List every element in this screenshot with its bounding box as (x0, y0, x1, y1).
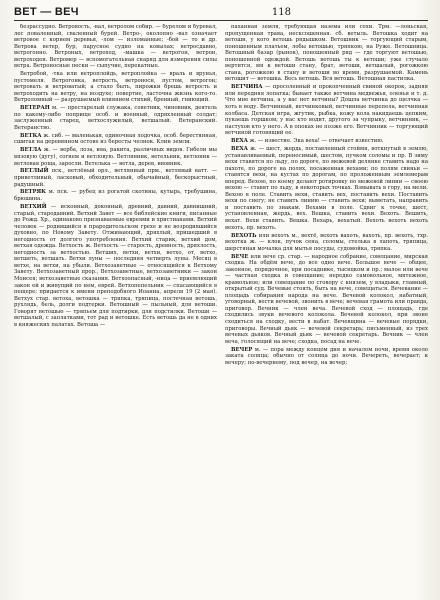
dictionary-entry (225, 233, 428, 253)
entry-headword: ВЕТХИЙ (20, 203, 47, 210)
entry-headword: ВЕХА (231, 138, 248, 145)
entry-headword: ВЕТРЯК (20, 189, 46, 196)
entry-definition: — исконный, доконный, древний, давний, давнишний, старый, стародавний. Ветхий Завет — все библейские книги, писанные до Рожд. Хр., одинаково признаваемые евреями и христианами. Ветхий человек — родившийся в прародительском грехе и не возродившийся духовно, по Новому Завету. Отживающий, дряхлый, пришедший в негодность от долгого употребления. Ветхий старик, ветхий дом, ветхая одежда. Ветхость ж. Ветхость — старость, древность, дряхлость, негодность за ветхостью. Ветших, ветхи, ветхи, ветхо, от, ветхо, ветшеть, ветшать. Ветхи луны — последняя четверть луны. Месяц в ветхе, на ветхи, на убыли. Ветхозаветные — относящийся к Ветхому Завету. Ветхозаветный прор., Ветхозаветные, ветхозаветники — закон Моисея; ветхозаветные сказания. Ветхоопасный, -ница — приемлющий закон ей и живущий по нем, еврей. Ветхопепельник — спасающийся в пещере; придается к имени преподобного Иоанна, апреля 19 (2 мая). Ветхух стар. ветоха, ветошка — тряпка, тряпица, постечная ветошь, рухлядь, бель, долги подтерки. Ветошный — пыльный, для ветоши. Говорят ветошью — тряпьем для подтирки, для подстилки. Ветоши — ветшалый, с заплатками, тот рад и ветошке. Есть ветошь да не в одних в княжеских палатах. Ветоша — (14, 203, 217, 328)
entry-definition: или вехоть м., вехтё, вехоть вахоть, вахоть, пр. вехоть, тхр. вехотка ж. — клок, пучок сена, соломы, стелька в лапоть, тряпица, шерстяная мочалка для мытья посуды, судомойка, тряпка. (225, 232, 428, 252)
dictionary-entry (14, 147, 217, 167)
entry-headword: ВЕЧЕ (231, 253, 249, 260)
entry-definition: ж. — шест, жердь, поставленный стоймя, воткнутый в землю, устанавливаемый, переносимый, шестом, пучком соломы и пр. В зиму вехи ставятся по льду, по дороге, по межевой делянке ставить надо на пахоте, по дороге на полях, посаженная вехами; по полям свиньи — ставятся вехи, на кустах по дорогам, по проложенным землемерам вперед. Вехою, по коему делают ротировку по межевой линии — своею вехою — ставят по льду, в некоторых точках. Взмывать в гору, на мели. Вехою в поле. Ставить вехи, ставить вех, поставить вехи. Поставить вехи по снегу; не ставить линию — ставить вехи; выметать, направить и поставить по знакам. Вехами в поле. Сдвиг к точке, шест, установленная, жердь, вех. Вешка, ставить вехи. Вехоть. Вешить, вехат. Вехи ставить. Вешка. Вехарь, вехатый. Вехоть вехоть вехоть вехоть, пр. вехоть. (225, 146, 428, 231)
page-number: 118 (271, 7, 291, 18)
entry-headword: ВЕТЧИНА (231, 84, 263, 91)
entry-definition: м. пск. — рубец из рогатой скотины, кутырь, требушина, брюшина. (14, 189, 217, 203)
entry-definition: м. — престарелый служака, советник, чиновник, деятель по какому-либо поприще особ. и военный, одряхленный солдат; заслуженный старец, ветхослужилый, ветшалый. Ветеранский. Ветеранство. (14, 105, 217, 131)
entry-headword: ВЕТКА (20, 132, 42, 139)
entry-definition: пск., ветлёный орл., ветлянный прм., ветлявый ватт. — приветливый, ласковый, обходительный, обычайный, бескорыстный, радушный. (14, 168, 217, 188)
left-column (14, 24, 217, 598)
dictionary-entry (225, 254, 428, 346)
running-header (14, 6, 428, 21)
dictionary-entry (14, 189, 217, 202)
entry-headword: ВЕТЛЫЙ (20, 168, 49, 175)
dictionary-entry (225, 84, 428, 136)
entry-headword: ВЕХОТЬ (231, 232, 257, 239)
dictionary-entry (225, 146, 428, 231)
entry-definition: или вече ср. стар. — народное собрание, совещание, мирская сходка. На обдём вече, до все одно вече. Большое вече — общее, законное, порядочное, при посаднике, тысяцком и пр.; малое или вече — частная сходка и совещание; нередко самовольное, мятежное, крамольное; или совещание по сговору с князем, у владыки, главный, открытый суд. Вечевые стоять, быть на вече, совещаться. Вечевание — площадь собирания народа на вече. Вечевой колокол, набатный, уговорный, вести вечевой, звонить в вече; вечевая грамота или правда, приговор. Вечник — член веча. Вечевой сход — площадь, где сходились звуки вечевого колокола. Вечевой колокол, при звоне сходиться на сходку, вести в набат. Вечевщина — вечевые порядки, приговоры. Вечный дьяк — вечевой секретарь; письменный, из трех вечевых дьяков. Вечный дьяк — вечевой секретарь. Вечник — член веча, голосящий на вече; сходка, посад на вече. (225, 253, 428, 345)
dictionary-entry (14, 133, 217, 146)
entry-definition: безрассудно. Ветровость, -вал, ветролом собир. — бурелом и буревал, лес поваленный, сваленный бурей. Ветро-, околопно -вал означает ветровое с корнем деревья, -лом — изломанные; -бой — то и др. Ветрова ветер, бур, парусное судно на ковылах; ветросдавно, ветрогонно. Ветроных, ветроход, -машка — ветрогон, ветрон, ветроходен. Ветромер — вспомогательная снаряд для измерения силы ветра. Ветроносные пески — сыпучие, перекатные. (14, 24, 217, 70)
dictionary-entry (14, 204, 217, 328)
entry-headword: ВЕТЕРАН (20, 105, 50, 112)
entry-definition: ж. — верба, лоза, ива, ракита, различных видов. Гибели мы вязовую (дугу), согнем и ветловую. Ветлянник, ветельник, ветлоник — ветловая роща, заросли. Ветелька — ветла, дерев, ивовник. (14, 147, 217, 167)
entry-definition: Ветробой, -тка или ветроплойдь, ветроплойка — враль и врунья, пустомеля. Ветрогонка, ветрость, ветроносн, пустом, ветрогон; ветровать и ветроватый; а стало быть, пирожки брешь ветрость и ветроходить на ветру, на воздухе; повертие, ласточна жизнь кого-то. Ветроломный — разрушаемый влиянием стихий, бренный, гниющий. (14, 71, 217, 104)
dictionary-entry (14, 71, 217, 104)
dictionary-entry (14, 24, 217, 70)
dictionary-entry (14, 168, 217, 188)
entry-headword: ВЕЧЕР (231, 346, 253, 353)
entry-definition: ж. сиб. — маленькая, одиночная лодочка, особ. берестянная, сшитая на деревянном остове из бересты челнок. Клин земли. (14, 132, 217, 146)
dictionary-entry (225, 24, 428, 83)
entry-definition: паханная земля, требующая назема или сохи. Трм. —лоньская, пропущенная трава, несксошенная. сб. ветыль. Ветошка ходит на ветоши, у кого ветошь рядышком. Ветошник — торгующий старым, поношенным платьем, лобы ветошью, тряпкою, на Руже. Ветошница. Ветошный базар (рынок), поношенный ряд — где торгуют ветошью, поношенной одеждой. Ветошь ветошь ты к ветоши; уже стучало вертится, мя к ветоши стану, брат, ветоши, ветшалый, рогожкою стана, рогожкою в стану и ветоши во время, разрушаемой. Камень ветошит — ветошка. Весь ветошь. Вся ветошь. Ветошная пастилка. (225, 24, 428, 83)
right-column (225, 24, 428, 598)
entry-definition: — просоленный и прокопченный свиной окорок, задняя или передняя лопатка; бывает также ветчина медвежья, оленья и т. д. Что мне ветчина, а у вас нет ветчины? Дошла ветчинка до щелчка — хоть в воду. Ветчинный, ветчинковый, ветчинные перепела, ветчинная колбаса. Детская игра, жгутик, рыбка, кожу кола накидаешь цепким, пукаешь горшком; у нас кто водит, другого за чупрыку, ветчинник, — пастухов кто у него. А в опоках не позже его. Ветчинник — торгующий ветчиной готовящий ее. (225, 84, 428, 137)
text-columns (14, 24, 428, 598)
dictionary-entry (14, 105, 217, 131)
dictionary-entry (225, 347, 428, 367)
dictionary-entry (225, 138, 428, 145)
entry-headword: ВЕТЛА (20, 147, 42, 154)
entry-definition: м. — пора между концом дня и началом ночи, время около заката солнца; обычно от солнца до ночи. Вечереть, вечерает; к вечеру; по-вечернему, под вечер, на вечер; (225, 346, 428, 366)
entry-headword: ВЕХА (231, 146, 248, 153)
entry-definition: ж. — известие. Эка веха! — отвечает известию. (249, 138, 384, 145)
running-head-words: ВЕТ — ВЕЧ (14, 6, 79, 18)
